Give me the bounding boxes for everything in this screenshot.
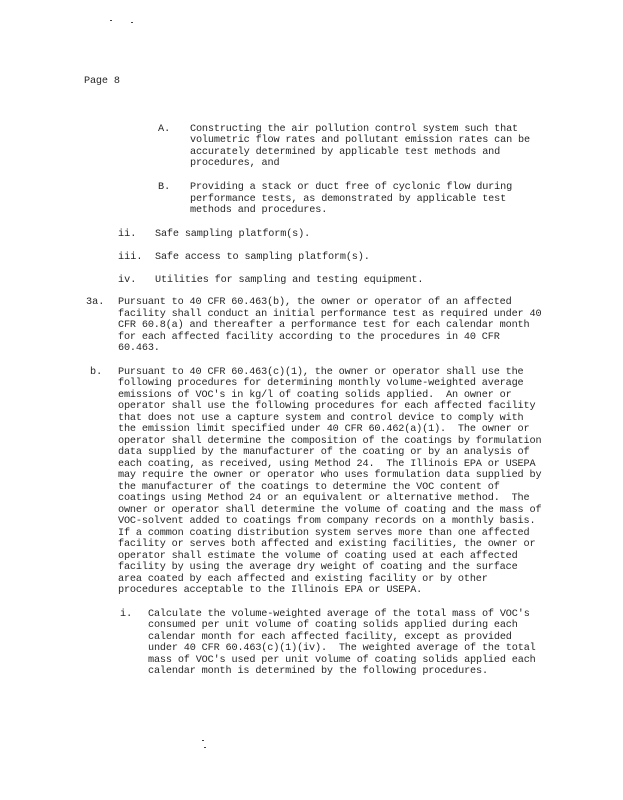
section-b-line: If a common coating distribution system serves more than one affected — [118, 528, 530, 539]
section-b-line: area coated by each affected and existing facility or by other — [118, 574, 488, 585]
section-3a-label: 3a. — [86, 297, 105, 308]
item-a-line: volumetric flow rates and pollutant emission rates can be — [190, 135, 530, 146]
section-b-line: each coating, as received, using Method 24. The Illinois EPA or USEPA — [118, 459, 536, 470]
section-b-line: coatings using Method 24 or an equivalent or alternative method. The — [118, 493, 530, 504]
section-b-line: owner or operator shall determine the volume of coating and the mass of — [118, 505, 542, 516]
scan-speck — [204, 747, 206, 748]
item-b-label: B. — [158, 182, 171, 193]
item-b-line: methods and procedures. — [190, 205, 328, 216]
subitem-i-line: calendar month is determined by the following procedures. — [148, 666, 488, 677]
section-b-line: VOC-solvent added to coatings from company records on a monthly basis. — [118, 516, 536, 527]
subitem-i-line: calendar month for each affected facility, except as provided — [148, 632, 512, 643]
page-header: Page 8 — [84, 76, 120, 87]
section-b-line: that does not use a capture system and control device to comply with — [118, 413, 524, 424]
section-3a-line: facility shall conduct an initial performance test as required under 40 — [118, 309, 542, 320]
item-a-line: Constructing the air pollution control system such that — [190, 124, 518, 135]
section-b-line: may require the owner or operator who uses formulation data supplied by — [118, 470, 542, 481]
section-b-line: facility by using the average dry weight of coating and the surface — [118, 562, 518, 573]
section-b-label: b. — [90, 367, 103, 378]
section-b-line: data supplied by the manufacturer of the coating or by an analysis of — [118, 447, 530, 458]
section-b-line: Pursuant to 40 CFR 60.463(c)(1), the owner or operator shall use the — [118, 367, 524, 378]
item-ii-text: Safe sampling platform(s). — [155, 229, 311, 240]
item-iv-label: iv. — [118, 275, 137, 286]
subitem-i-line: consumed per unit volume of coating solids applied during each — [148, 620, 518, 631]
item-iii-text: Safe access to sampling platform(s). — [155, 252, 370, 263]
subitem-i-line: under 40 CFR 60.463(c)(1)(iv). The weighted average of the total — [148, 643, 536, 654]
section-b-line: operator shall estimate the volume of coating used at each affected — [118, 551, 518, 562]
section-3a-line: for each affected facility according to the procedures in 40 CFR — [118, 332, 500, 343]
section-3a-line: Pursuant to 40 CFR 60.463(b), the owner or operator of an affected — [118, 297, 512, 308]
section-b-line: operator shall determine the composition of the coatings by formulation — [118, 436, 542, 447]
item-iv-text: Utilities for sampling and testing equipment. — [155, 275, 424, 286]
section-b-line: the emission limit specified under 40 CFR 60.462(a)(1). The owner or — [118, 424, 530, 435]
item-b-line: Providing a stack or duct free of cyclonic flow during — [190, 182, 513, 193]
item-a-label: A. — [158, 124, 171, 135]
section-b-line: the manufacturer of the coatings to determine the VOC content of — [118, 482, 500, 493]
scan-speck — [131, 22, 133, 23]
subitem-i-label: i. — [120, 609, 133, 620]
section-3a-line: 60.463. — [118, 343, 160, 354]
section-b-line: facility or serves both affected and existing facilities, the owner or — [118, 539, 536, 550]
section-b-line: procedures acceptable to the Illinois EPA or USEPA. — [118, 585, 423, 596]
item-a-line: accurately determined by applicable test methods and — [190, 147, 501, 158]
item-a-line: procedures, and — [190, 158, 280, 169]
section-3a-line: CFR 60.8(a) and thereafter a performance test for each calendar month — [118, 320, 530, 331]
scan-speck — [202, 740, 204, 741]
item-ii-label: ii. — [118, 229, 137, 240]
item-iii-label: iii. — [118, 252, 143, 263]
scan-speck — [110, 20, 112, 21]
section-b-line: following procedures for determining monthly volume-weighted average — [118, 378, 524, 389]
item-b-line: performance tests, as demonstrated by applicable test — [190, 194, 507, 205]
subitem-i-line: Calculate the volume-weighted average of the total mass of VOC's — [148, 609, 530, 620]
section-b-line: operator shall use the following procedures for each affected facility — [118, 401, 536, 412]
subitem-i-line: mass of VOC's used per unit volume of coating solids applied each — [148, 655, 536, 666]
section-b-line: emissions of VOC's in kg/l of coating solids applied. An owner or — [118, 390, 512, 401]
